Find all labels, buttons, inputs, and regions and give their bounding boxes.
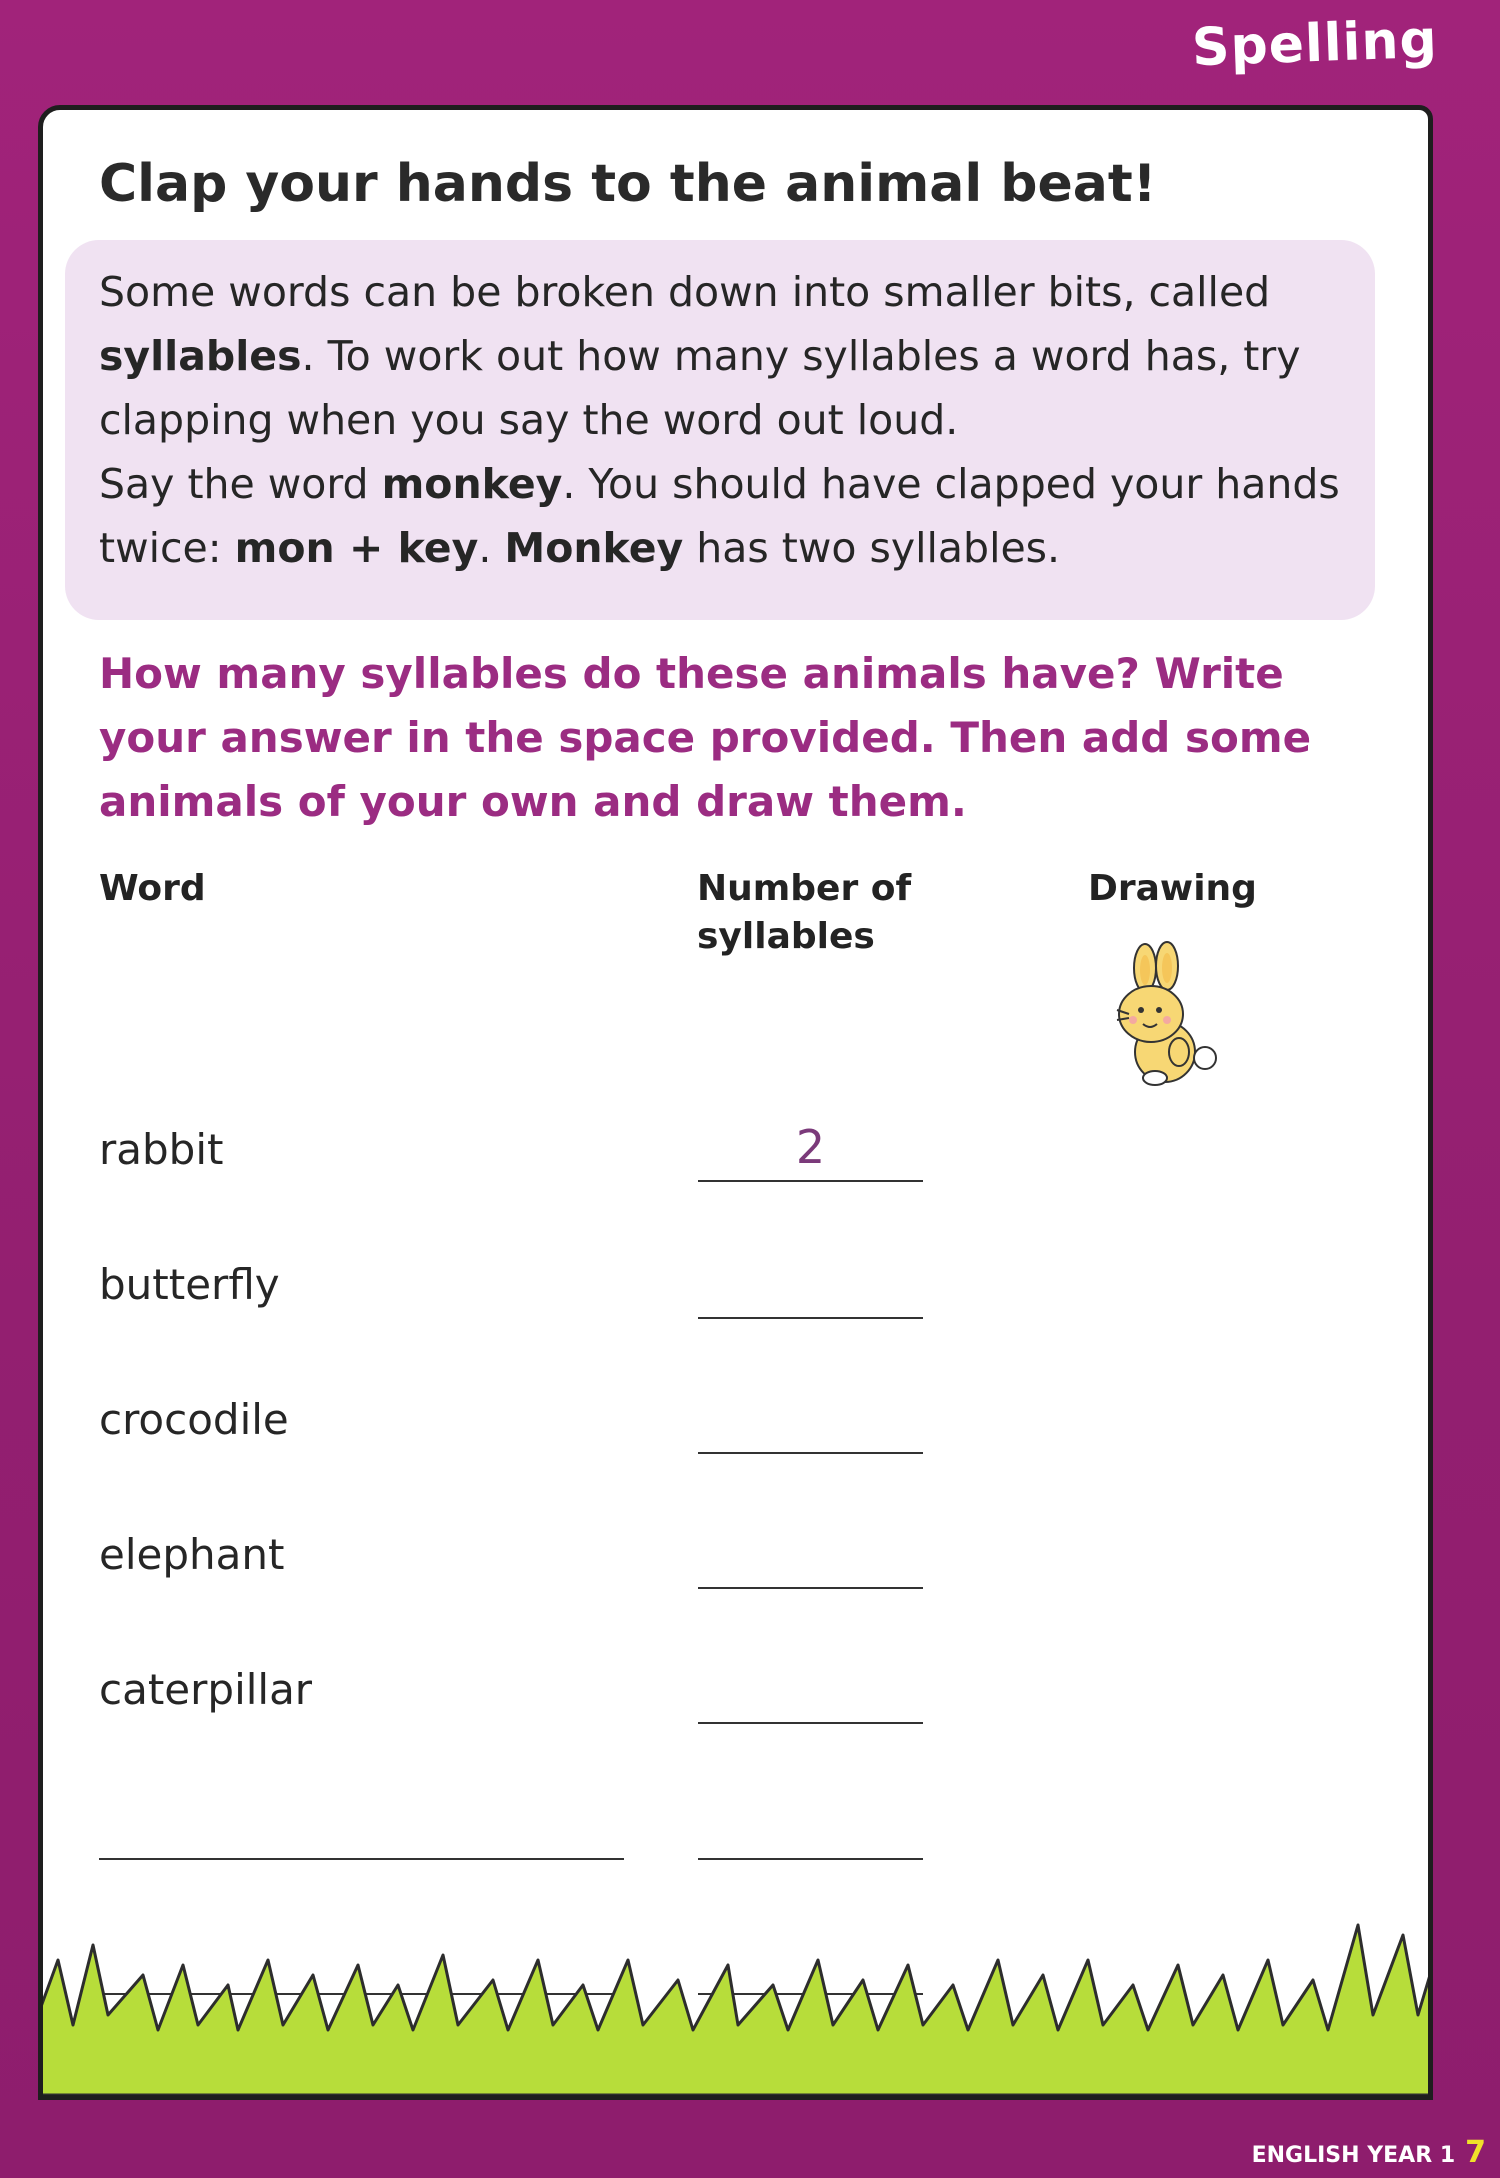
- info-text: [99, 260, 1369, 580]
- book-title: ENGLISH YEAR 1: [1251, 2143, 1456, 2168]
- question-prompt: How many syllables do these animals have? Write your answer in the space provided. Then add some animals of your own and draw them.: [99, 649, 1312, 826]
- answer-line-butterfly[interactable]: [698, 1317, 923, 1319]
- header-syllables: Number of syllables: [697, 868, 912, 957]
- term-monkey-cap: Monkey: [504, 524, 684, 572]
- section-tag: Spelling: [1191, 9, 1439, 79]
- term-mon-key: mon + key: [234, 524, 479, 572]
- worksheet-panel: [38, 105, 1433, 2100]
- info-text-part: has two syllables.: [683, 524, 1061, 572]
- header-word: Word: [99, 868, 206, 909]
- term-syllables: syllables: [99, 332, 302, 380]
- word-butterfly: butterfly: [99, 1260, 280, 1309]
- info-text-part: Some words can be broken down into smaller bits, called: [99, 268, 1271, 316]
- own-answer-line-1[interactable]: [698, 1858, 923, 1860]
- page-title: Clap your hands to the animal beat!: [99, 154, 1157, 214]
- info-text-part: . To work out how many syllables a word has, try clapping when you say the word out loud.: [99, 332, 1301, 444]
- word-caterpillar: caterpillar: [99, 1665, 313, 1714]
- info-text-part: . You should have clapped your hands twice:: [99, 460, 1340, 572]
- info-text-part: .: [478, 524, 505, 572]
- page-number: 7: [1465, 2135, 1486, 2170]
- grass-decoration: [38, 1865, 1433, 2095]
- answer-line-crocodile[interactable]: [698, 1452, 923, 1454]
- word-crocodile: crocodile: [99, 1395, 289, 1444]
- answer-line-caterpillar[interactable]: [698, 1722, 923, 1724]
- answer-rabbit: 2: [795, 1120, 826, 1174]
- word-elephant: elephant: [99, 1530, 285, 1579]
- answer-line-elephant[interactable]: [698, 1587, 923, 1589]
- header-drawing: Drawing: [1088, 868, 1257, 909]
- own-word-line-1[interactable]: [99, 1858, 624, 1860]
- term-monkey: monkey: [381, 460, 563, 508]
- word-rabbit: rabbit: [99, 1125, 224, 1174]
- page-footer: [1252, 2135, 1486, 2170]
- info-text-part: Say the word: [99, 460, 382, 508]
- answer-line-rabbit[interactable]: [698, 1180, 923, 1182]
- rabbit-drawing: [1103, 940, 1223, 1090]
